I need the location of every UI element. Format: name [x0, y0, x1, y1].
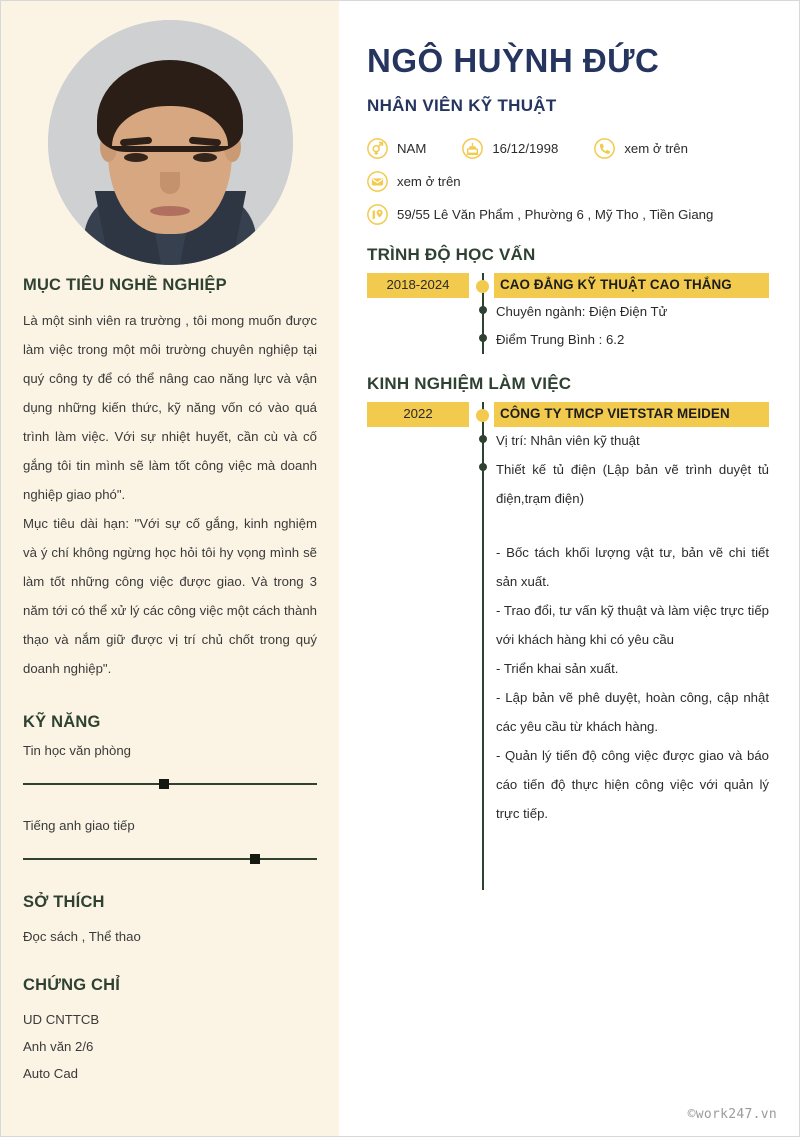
timeline-axis — [472, 298, 494, 326]
slider-knob[interactable] — [250, 854, 260, 864]
hobby-item: Đọc sách , Thể thao — [23, 929, 141, 944]
slider-track — [23, 783, 317, 785]
certificate-item: UD CNTTCB — [23, 1012, 100, 1027]
experience-task: - Bốc tách khối lượng vật tư, bản vẽ chi tiết sản xuất. — [496, 545, 769, 590]
slider-track — [23, 858, 317, 860]
timeline-axis — [472, 828, 494, 890]
timeline-row — [367, 513, 769, 538]
career-objective-paragraph: Là một sinh viên ra trường , tôi mong muốn được làm việc trong một môi trường chuyên nghiệp tại quý công ty để có thể nâng cao năng lực và vận dụng những kiến thức, kỹ năng vốn có vào quá trình làm việc. Với sự nhiệt huyết, cần cù và cố gắng tôi tin mình sẽ làm tốt công việc mà doanh nghiệp giao phó". — [23, 313, 317, 502]
timeline-axis — [472, 513, 494, 538]
contact-email — [367, 171, 461, 192]
experience-detail: Vị trí: Nhân viên kỹ thuật — [496, 433, 640, 449]
skill-slider[interactable] — [23, 778, 317, 790]
career-objective-heading: MỤC TIÊU NGHỀ NGHIỆP — [23, 276, 227, 294]
education-title: CAO ĐẲNG KỸ THUẬT CAO THẮNG — [494, 273, 769, 298]
timeline-axis — [472, 455, 494, 513]
experience-title: CÔNG TY TMCP VIETSTAR MEIDEN — [494, 402, 769, 427]
hobbies-heading: SỞ THÍCH — [23, 893, 105, 911]
contact-address — [367, 204, 713, 225]
job-title: NHÂN VIÊN KỸ THUẬT — [367, 96, 557, 116]
skill-label: Tin học văn phòng — [23, 743, 132, 758]
timeline-axis — [472, 402, 494, 427]
contact-row — [367, 171, 769, 192]
experience-task: - Triển khai sản xuất. — [496, 661, 619, 677]
timeline-row — [367, 298, 769, 326]
timeline-body — [494, 273, 769, 298]
experience-detail: Thiết kế tủ điện (Lập bản vẽ trình duyệt tủ điện,trạm điện) — [496, 462, 769, 507]
timeline-axis — [472, 273, 494, 298]
contact-value: xem ở trên — [624, 141, 688, 157]
phone-icon — [594, 138, 615, 159]
main-content — [339, 1, 799, 1136]
contact-gender — [367, 138, 426, 159]
timeline-row — [367, 427, 769, 455]
sidebar — [1, 1, 339, 1136]
timeline-dot — [479, 306, 487, 314]
timeline-dot — [476, 280, 489, 293]
education-timeline — [367, 273, 769, 354]
experience-task: - Trao đổi, tư vấn kỹ thuật và làm việc trực tiếp với khách hàng khi có yêu cầu — [496, 603, 769, 648]
contact-phone — [594, 138, 688, 159]
location-pin-icon — [367, 204, 388, 225]
certificate-item: Anh văn 2/6 — [23, 1039, 94, 1054]
education-heading: TRÌNH ĐỘ HỌC VẤN — [367, 245, 536, 265]
contact-value: xem ở trên — [397, 174, 461, 190]
gender-icon — [367, 138, 388, 159]
certificates-heading: CHỨNG CHỈ — [23, 976, 121, 994]
hobbies-section — [23, 893, 317, 950]
timeline-axis — [472, 538, 494, 828]
timeline-row — [367, 455, 769, 513]
email-icon — [367, 171, 388, 192]
skill-slider[interactable] — [23, 853, 317, 865]
skills-heading: KỸ NĂNG — [23, 713, 101, 731]
contact-value: 16/12/1998 — [492, 141, 559, 157]
timeline-axis — [472, 326, 494, 354]
avatar — [48, 20, 293, 265]
experience-timeline — [367, 402, 769, 890]
certificates-section — [23, 976, 317, 1087]
timeline-row — [367, 402, 769, 427]
timeline-row — [367, 326, 769, 354]
timeline-dot — [476, 409, 489, 422]
education-detail: Chuyên ngành: Điện Điện Tử — [496, 304, 668, 320]
contact-row — [367, 204, 769, 225]
timeline-dot — [479, 463, 487, 471]
certificate-item: Auto Cad — [23, 1066, 78, 1081]
skill-label: Tiếng anh giao tiếp — [23, 818, 135, 833]
timeline-row — [367, 828, 769, 890]
timeline-axis — [472, 427, 494, 455]
career-objective-section — [23, 276, 317, 683]
page-title: NGÔ HUỲNH ĐỨC — [367, 42, 660, 79]
timeline-dot — [479, 334, 487, 342]
experience-task: - Lập bản vẽ phê duyệt, hoàn công, cập nhật các yêu cầu từ khách hàng. — [496, 690, 769, 735]
career-objective-paragraph: Mục tiêu dài hạn: "Với sự cố gắng, kinh nghiệm và ý chí không ngừng học hỏi tôi hy vọng mình sẽ làm tốt những công việc được giao. Và trong 3 năm tới có thể xử lý các công việc một cách thành thạo và nắm giữ được vị trí chủ chốt trong quý doanh nghiệp". — [23, 516, 317, 676]
slider-knob[interactable] — [159, 779, 169, 789]
education-detail: Điểm Trung Bình : 6.2 — [496, 332, 625, 348]
skills-section — [23, 713, 317, 865]
timeline-row — [367, 538, 769, 828]
experience-task: - Quản lý tiến độ công việc được giao và báo cáo tiến độ thực hiện công việc với quản lý trực tiếp. — [496, 748, 769, 822]
timeline-dot — [479, 435, 487, 443]
contact-value: NAM — [397, 141, 427, 157]
contact-value: 59/55 Lê Văn Phẩm , Phường 6 , Mỹ Tho , Tiền Giang — [397, 207, 714, 223]
contact-birthday — [462, 138, 558, 159]
experience-section — [367, 374, 769, 890]
timeline-row — [367, 273, 769, 298]
watermark: ©work247.vn — [687, 1107, 777, 1122]
birthday-cake-icon — [462, 138, 483, 159]
experience-heading: KINH NGHIỆM LÀM VIỆC — [367, 374, 572, 394]
education-date-badge: 2018-2024 — [367, 273, 469, 298]
education-section — [367, 245, 769, 354]
avatar-container — [23, 1, 317, 276]
contact-row — [367, 138, 769, 159]
experience-date-badge: 2022 — [367, 402, 469, 427]
contact-list — [367, 138, 769, 225]
